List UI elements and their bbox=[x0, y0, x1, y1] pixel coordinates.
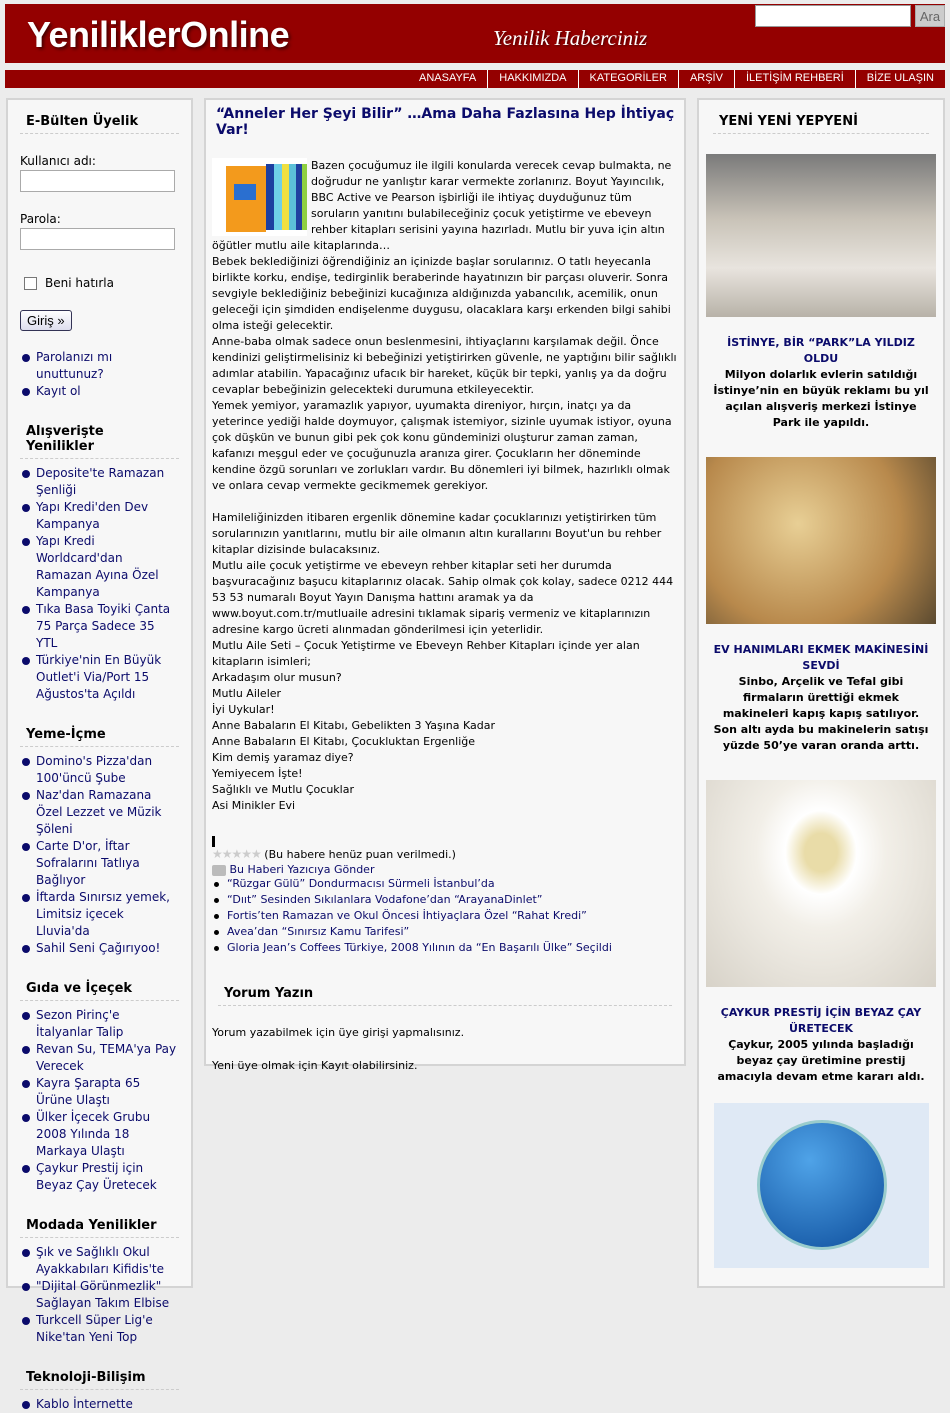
sidebar-link[interactable]: Çaykur Prestij için Beyaz Çay Üretecek bbox=[20, 1160, 179, 1194]
home-banner[interactable] bbox=[714, 1103, 929, 1268]
sidebar-link[interactable]: Sezon Pirinç'e İtalyanlar Talip bbox=[20, 1007, 179, 1041]
nav-hakkimizda[interactable]: HAKKIMIZDA bbox=[487, 70, 577, 88]
article-paragraph: Hamileliğinizden itibaren ergenlik dönemine kadar çocuklarınızı yetiştirirken tüm sorularınızın yanıtlarını, mutlu bir aile olmanın altın kurallarını Boyut'un bu rehber kitaplar dizisinde bulacaksınız. bbox=[212, 511, 662, 556]
article-column bbox=[204, 98, 686, 1072]
sidebar-link[interactable]: İftarda Sınırsız yemek, Limitsiz içecek Lluvia'da bbox=[20, 889, 179, 940]
sidebar-link[interactable]: Sahil Seni Çağırıyoo! bbox=[20, 940, 179, 957]
sidebar-section bbox=[20, 410, 179, 703]
article-paragraph: Bebek beklediğinizi öğrendiğiniz an içinizde başlar sorularınız. O tatlı heyecanla birlikte korku, endişe, tedirginlik beraberinde hayatınızın bir parçası oluverir. Sonra sevgiyle beklediğiniz bebeğinizi kucağınıza aldığınızda yabancılık, acemilik, onun geleceği için şimdiden endişelenme duygusu, olacaklara karşı erkenden bilgi sahibi olma isteği gelecektir. bbox=[212, 255, 671, 332]
related-link[interactable]: “Dııt” Sesinden Sıkılanlara Vodafone’dan “ArayanaDinlet” bbox=[212, 892, 678, 908]
related-link[interactable]: Fortis’ten Ramazan ve Okul Öncesi İhtiyaçlara Özel “Rahat Kredi” bbox=[212, 908, 678, 924]
nav-bize-ulasin[interactable]: BİZE ULAŞIN bbox=[855, 70, 945, 88]
related-link[interactable]: Gloria Jean’s Coffees Türkiye, 2008 Yılının da “En Başarılı Ülke” Seçildi bbox=[212, 940, 678, 956]
home-icon bbox=[757, 1120, 887, 1250]
remember-me[interactable] bbox=[24, 276, 179, 290]
sidebar-link[interactable]: "Dijital Görünmezlik" Sağlayan Takım Elbise bbox=[20, 1278, 179, 1312]
username-input[interactable] bbox=[20, 170, 175, 192]
nav-anasayfa[interactable]: ANASAYFA bbox=[419, 72, 477, 84]
password-label: Parola: bbox=[20, 212, 61, 226]
nav-arsiv[interactable]: ARŞİV bbox=[678, 70, 734, 88]
article-paragraph: Bazen çocuğumuz ile ilgili konularda verecek cevap bulmakta, ne doğrudur ne yanlıştır karar vermekte zorlanırız. Boyut Yayıncılık, BBC Active ve Pearson işbirliği ile ihtiyaç duyduğunuz tüm soruların yanıtını bulabileceğiniz çocuk yetiştirme ve ebeveyn rehber kitapları serisini yayına hazırladı. Mutlu bir yuva için altın öğütler mutlu aile kitaplarında… bbox=[212, 159, 672, 252]
login-button[interactable]: Giriş » bbox=[20, 310, 72, 331]
article-paragraph: Mutlu aile çocuk yetiştirme ve ebeveyn rehber kitaplar seti her durumda başvuracağınız başucu kitaplarınız olacak. Sahip olmak çok kolay, sadece 0212 444 53 53 numaralı Boyut Yayın Danışma hattını aramak ya da www.boyut.com.tr/mutluaile adresini tıklamak sipariş vermeniz ve kitaplarınızın adresine kargo ücreti alınmadan gönderilmesi için yeterlidir. bbox=[212, 559, 674, 636]
article-paragraph: Mutlu Aile Seti – Çocuk Yetiştirme ve Ebeveyn Rehber Kitapları içinde yer alan kitapların isimleri; bbox=[212, 639, 640, 668]
remember-checkbox[interactable] bbox=[24, 277, 37, 290]
right-item-title[interactable]: ÇAYKUR PRESTİJ İÇİN BEYAZ ÇAY ÜRETECEK bbox=[720, 1006, 922, 1035]
register-link[interactable]: Kayıt ol bbox=[20, 383, 179, 400]
bread-image[interactable] bbox=[706, 457, 936, 624]
article-paragraph: Anne-baba olmak sadece onun beslenmesini, ihtiyaçlarını karşılamak değil. Önce kendinizi geliştirmelisiniz ki bebeğinizi yetiştirirken güvenle, ne yaptığını bilir sağlıklı adımlar atabilin. Yapacağınız ufacık bir hareket, küçük bir tepki, yanlış ya da doğru cevaplar bebeğinizin gelecekteki durumuna etkileyecektir. bbox=[212, 335, 677, 396]
sidebar-link[interactable]: Türkiye'nin En Büyük Outlet'i Via/Port 15 Ağustos'ta Açıldı bbox=[20, 652, 179, 703]
forgot-password-link[interactable]: Parolanızı mı unuttunuz? bbox=[20, 349, 179, 383]
section-title: Gıda ve İçeçek bbox=[20, 967, 179, 1001]
sidebar-section bbox=[20, 1204, 179, 1346]
article-paragraph: Kim demiş yaramaz diye? bbox=[212, 751, 354, 764]
rating-text: (Bu habere henüz puan verilmedi.) bbox=[264, 848, 456, 861]
sidebar-link[interactable]: Yapı Kredi Worldcard'dan Ramazan Ayına Özel Kampanya bbox=[20, 533, 179, 601]
sidebar-link[interactable]: Kayra Şarapta 65 Ürüne Ulaştı bbox=[20, 1075, 179, 1109]
article-body bbox=[212, 158, 678, 814]
section-title: Alışverişte Yenilikler bbox=[20, 410, 179, 459]
article-paragraph: Yemek yemiyor, yaramazlık yapıyor, uyumakta direniyor, hırçın, inatçı ya da yeterince yediği halde doymuyor, çalışmak istemiyor, sizinle uyumak istiyor, oyuna çok düşkün ve bunun gibi pek çok konu gündeminizi oluşturur zaman zaman, kafanızı meşgul eder ve çocuğunuzla aranıza girer. Çocukların her döneminde kendine özgü sorunları ve zorlukları vardır. Bu dönemleri iyi bilmek, hazırlıklı olmak ve onlara cevap vermekte gecikmemek gerekiyor. bbox=[212, 399, 672, 492]
sidebar-link[interactable]: Domino's Pizza'dan 100'üncü Şube bbox=[20, 753, 179, 787]
password-input[interactable] bbox=[20, 228, 175, 250]
right-title: YENİ YENİ YEPYENİ bbox=[713, 100, 929, 134]
article-paragraph: Arkadaşım olur musun? bbox=[212, 671, 342, 684]
section-title: Modada Yenilikler bbox=[20, 1204, 179, 1238]
search-input[interactable] bbox=[755, 5, 911, 27]
search-button[interactable]: Ara bbox=[915, 5, 945, 27]
article-paragraph: Sağlıklı ve Mutlu Çocuklar bbox=[212, 783, 354, 796]
article-paragraph: İyi Uykular! bbox=[212, 703, 275, 716]
article-paragraph bbox=[212, 494, 678, 510]
sidebar-link[interactable]: Carte D'or, İftar Sofralarını Tatlıya Bağlıyor bbox=[20, 838, 179, 889]
rating[interactable] bbox=[212, 847, 678, 861]
white-tea-image[interactable] bbox=[706, 780, 936, 987]
print-link[interactable]: Bu Haberi Yazıcıya Gönder bbox=[212, 863, 678, 876]
related-news bbox=[212, 876, 678, 956]
remember-label: Beni hatırla bbox=[45, 276, 114, 290]
nav-kategoriler[interactable]: KATEGORİLER bbox=[578, 70, 678, 88]
comment-login-msg: Yorum yazabilmek için üye girişi yapmalısınız. bbox=[212, 1026, 465, 1039]
sidebar-section bbox=[20, 713, 179, 957]
sidebar-link[interactable]: Revan Su, TEMA'ya Pay Verecek bbox=[20, 1041, 179, 1075]
right-item-title[interactable]: İSTİNYE, BİR “PARK”LA YILDIZ OLDU bbox=[727, 336, 915, 365]
username-label: Kullanıcı adı: bbox=[20, 154, 96, 168]
left-sidebar bbox=[6, 98, 193, 1411]
comment-register-msg: Yeni üye olmak için Kayıt olabilirsiniz. bbox=[212, 1059, 418, 1072]
comment-title: Yorum Yazın bbox=[218, 972, 672, 1006]
sidebar-link[interactable]: Ülker İçecek Grubu 2008 Yılında 18 Markaya Ulaştı bbox=[20, 1109, 179, 1160]
right-item-desc: Sinbo, Arçelik ve Tefal gibi firmaların ürettiği ekmek makineleri kapış kapış satılıyor. Son altı ayda bu makinelerin satışı yüzde 50’ye varan oranda arttı. bbox=[713, 675, 929, 752]
sidebar-section bbox=[20, 967, 179, 1194]
right-item-title[interactable]: EV HANIMLARI EKMEK MAKİNESİNİ SEVDİ bbox=[713, 643, 929, 672]
sidebar-link[interactable]: Naz'dan Ramazana Özel Lezzet ve Müzik Şöleni bbox=[20, 787, 179, 838]
sidebar-link[interactable]: Şık ve Sağlıklı Okul Ayakkabıları Kifidis'te bbox=[20, 1244, 179, 1278]
book-set-image bbox=[212, 158, 307, 236]
section-title: Yeme-İçme bbox=[20, 713, 179, 747]
cursor-mark bbox=[212, 836, 215, 847]
login-title: E-Bülten Üyelik bbox=[20, 100, 179, 134]
article-paragraph: Anne Babaların El Kitabı, Çocukluktan Ergenliğe bbox=[212, 735, 476, 748]
main-nav bbox=[5, 70, 945, 88]
nav-iletisim-rehberi[interactable]: İLETİŞİM REHBERİ bbox=[734, 70, 855, 88]
rating-stars-icon[interactable]: ★★★★★ bbox=[212, 847, 261, 861]
article-paragraph: Mutlu Aileler bbox=[212, 687, 282, 700]
article-paragraph: Anne Babaların El Kitabı, Gebelikten 3 Yaşına Kadar bbox=[212, 719, 495, 732]
sidebar-link[interactable]: Deposite'te Ramazan Şenliği bbox=[20, 465, 179, 499]
right-item-desc: Milyon dolarlık evlerin satıldığı İstinye’nin en büyük reklamı bu yıl açılan alışveriş merkezi İstinye Park ile yapıldı. bbox=[713, 368, 929, 429]
related-link[interactable]: “Rüzgar Gülü” Dondurmacısı Sürmeli İstanbul’da bbox=[212, 876, 678, 892]
related-link[interactable]: Avea’dan “Sınırsız Kamu Tarifesi” bbox=[212, 924, 678, 940]
article-title[interactable]: “Anneler Her Şeyi Bilir” …Ama Daha Fazlasına Hep İhtiyaç Var! bbox=[216, 106, 675, 138]
right-sidebar bbox=[697, 98, 945, 1288]
istinye-park-image[interactable] bbox=[706, 154, 936, 317]
sidebar-link[interactable]: Kablo İnternette bbox=[20, 1396, 179, 1413]
sidebar-section bbox=[20, 1356, 179, 1413]
article-paragraph: Asi Minikler Evi bbox=[212, 799, 296, 812]
sidebar-link[interactable]: Yapı Kredi'den Dev Kampanya bbox=[20, 499, 179, 533]
section-title: Teknoloji-Bilişim bbox=[20, 1356, 179, 1390]
sidebar-link[interactable]: Tıka Basa Toyiki Çanta 75 Parça Sadece 35 YTL bbox=[20, 601, 179, 652]
site-slogan: Yenilik Haberciniz bbox=[493, 26, 648, 50]
site-header bbox=[5, 4, 945, 63]
sidebar-link[interactable]: Turkcell Süper Lig'e Nike'tan Yeni Top bbox=[20, 1312, 179, 1346]
site-logo[interactable]: YeniliklerOnline bbox=[27, 14, 290, 55]
right-item-desc: Çaykur, 2005 yılında başladığı beyaz çay üretimine prestij amacıyla devam etme kararı aldı. bbox=[717, 1038, 925, 1083]
printer-icon bbox=[212, 865, 226, 876]
article-paragraph: Yemiyecem İşte! bbox=[212, 767, 303, 780]
